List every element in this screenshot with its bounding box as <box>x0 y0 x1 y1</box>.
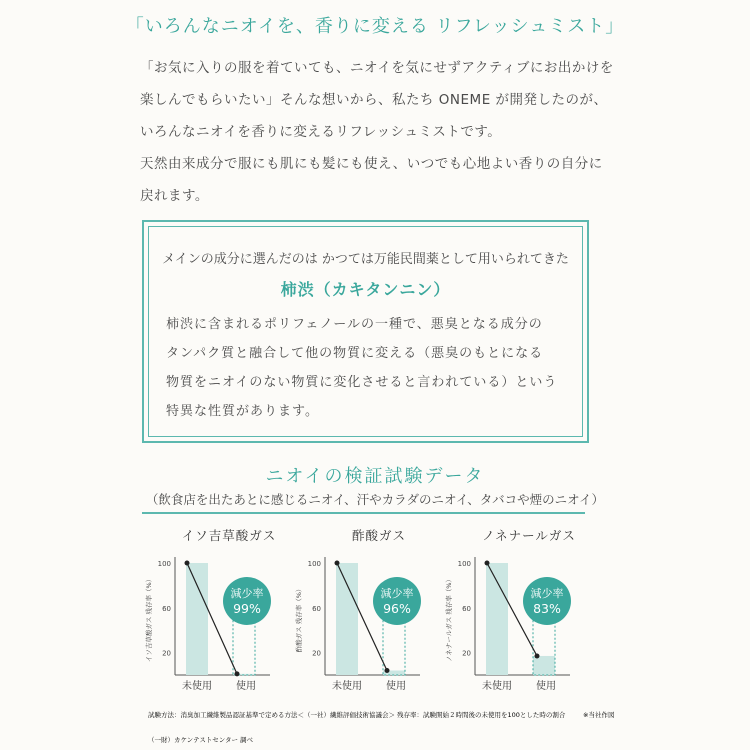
chart-tick-label: 60 <box>162 604 171 613</box>
reduction-badge-label: 減少率 <box>380 587 414 600</box>
chart-category-label: 使用 <box>236 681 256 692</box>
chart-category-label: 使用 <box>536 681 556 692</box>
ingredient-box <box>142 220 589 443</box>
chart-point-unused <box>335 561 340 566</box>
chart-tick-label: 60 <box>312 604 321 613</box>
chart-point-used <box>235 671 240 676</box>
chart-ylabel: イソ吉草酸ガス 残存率（%） <box>145 575 153 663</box>
ingredient-body-line: 柿渋に含まれるポリフェノールの一種で、悪臭となる成分の <box>166 317 543 332</box>
chart-title: ノネナールガス <box>482 528 576 543</box>
intro-line: 戻れます。 <box>140 188 209 204</box>
chart-point-unused <box>185 561 190 566</box>
chart-point-used <box>535 653 540 658</box>
chart-category-label: 未使用 <box>182 681 212 692</box>
chart-ylabel: ノネナールガス 残存率（%） <box>445 576 453 662</box>
footnote-source: ※当社作図 <box>583 711 615 719</box>
chart-tick-label: 20 <box>312 649 321 658</box>
ingredient-title: 柿渋（カキタンニン） <box>280 280 451 299</box>
chart-category-label: 未使用 <box>482 681 512 692</box>
chart-tick-label: 100 <box>457 560 471 568</box>
chart-point-unused <box>485 561 490 566</box>
reduction-badge-value: 96% <box>383 601 411 616</box>
chart-category-label: 未使用 <box>332 681 362 692</box>
charts-svg <box>0 515 750 750</box>
charts-group <box>144 528 576 692</box>
chart-tick-label: 20 <box>462 649 471 658</box>
chart-bar-used <box>533 656 555 675</box>
chart-ylabel: 酢酸ガス 残存率（%） <box>295 585 303 653</box>
chart-title: イソ吉草酸ガス <box>181 528 277 543</box>
ingredient-body-line: 物質をニオイのない物質に変化させると言われている）という <box>166 375 558 390</box>
intro-text <box>140 52 620 212</box>
chart-point-used <box>385 668 390 673</box>
reduction-badge-value: 83% <box>533 601 561 616</box>
intro-line: 「お気に入りの服を着ていても、ニオイを気にせずアクティブにお出かけを <box>140 60 614 76</box>
footnote-lab: （一財）カケンテストセンター 調べ <box>148 736 254 744</box>
intro-line: いろんなニオイを香りに変えるリフレッシュミストです。 <box>140 124 502 140</box>
ingredient-lead: メインの成分に選んだのは かつては万能民間薬として用いられてきた <box>162 252 569 267</box>
intro-line: 楽しんでもらいたい」そんな想いから、私たち ONEME が開発したのが、 <box>140 92 608 108</box>
chart-bar-unused <box>336 563 358 675</box>
section-subtitle: （飲食店を出たあとに感じるニオイ、汗やカラダのニオイ、タバコや煙のニオイ） <box>145 492 605 507</box>
page-title: 「いろんなニオイを、香りに変える リフレッシュミスト」 <box>125 16 625 37</box>
section-divider <box>142 512 585 514</box>
chart-category-label: 使用 <box>386 681 406 692</box>
footnote-method: 試験方法：消臭加工繊維製品認証基準で定める方法＜（一社）繊維評価技術協議会＞ <box>148 711 395 719</box>
chart-tick-label: 60 <box>462 604 471 613</box>
chart-tick-label: 100 <box>157 560 171 568</box>
reduction-badge-label: 減少率 <box>230 587 264 600</box>
reduction-badge-label: 減少率 <box>530 587 564 600</box>
chart-title: 酢酸ガス <box>351 528 407 543</box>
ingredient-body <box>166 310 566 426</box>
reduction-badge-value: 99% <box>233 601 261 616</box>
footnote-residual: 残存率：試験開始２時間後の未使用を100とした時の割合 <box>397 711 566 719</box>
chart-bar-unused <box>486 563 508 675</box>
ingredient-body-line: 特異な性質があります。 <box>166 404 319 419</box>
section-title: ニオイの検証試験データ <box>265 466 485 487</box>
ingredient-body-line: タンパク質と融合して他の物質に変える（悪臭のもとになる <box>166 346 544 361</box>
intro-line: 天然由来成分で服にも肌にも髪にも使え、いつでも心地よい香りの自分に <box>140 156 603 172</box>
chart-tick-label: 100 <box>307 560 321 568</box>
chart-bar-unused <box>186 563 208 675</box>
chart-tick-label: 20 <box>162 649 171 658</box>
